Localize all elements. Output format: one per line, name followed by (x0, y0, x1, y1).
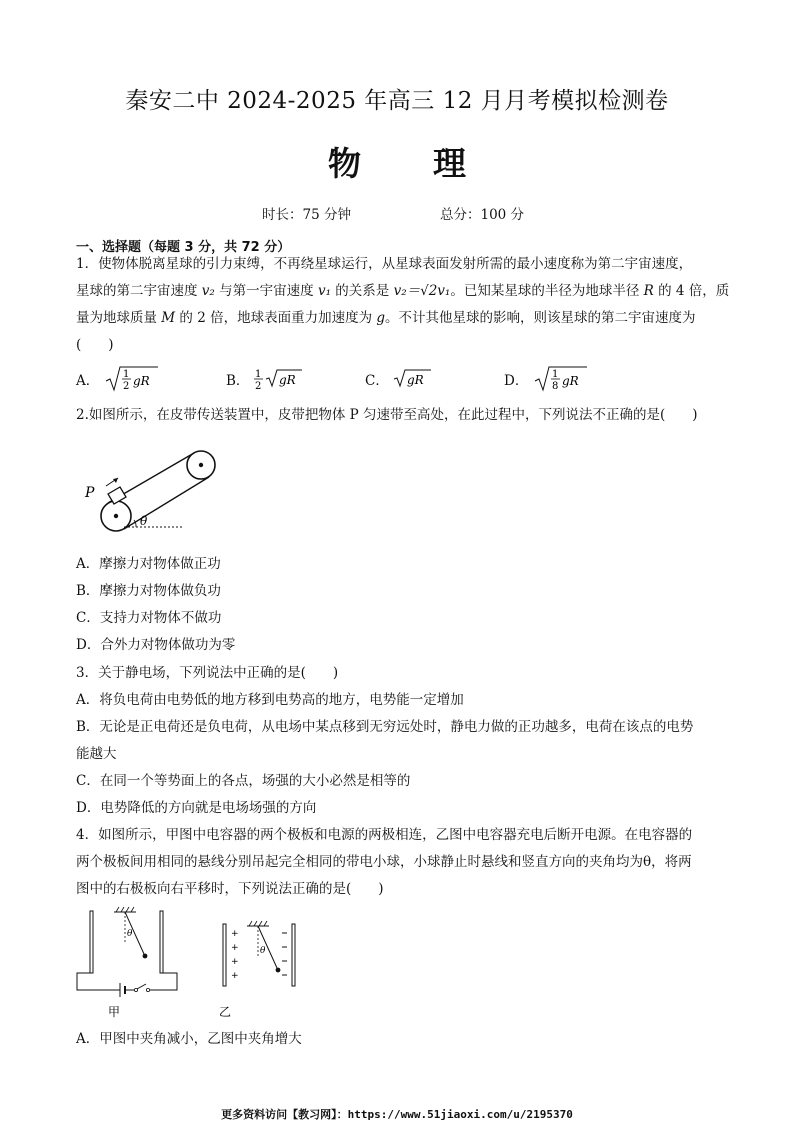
var-v2: v₂ (201, 283, 215, 299)
svg-text:gR: gR (561, 374, 579, 388)
figure-label-theta: θ (260, 946, 266, 956)
svg-text:2: 2 (122, 381, 129, 392)
q1-option-c (365, 364, 437, 394)
option-letter: C． (365, 373, 389, 389)
svg-text:+: + (231, 957, 239, 967)
capacitor-figure (76, 906, 316, 1024)
q2-option-b: B．摩擦力对物体做负功 (76, 583, 221, 599)
var-v1: v₁ (317, 283, 331, 299)
sqrt-gR-formula (393, 364, 437, 394)
svg-text:1: 1 (254, 369, 262, 380)
q1-text: 。不计其他星球的影响，则该星球的第二宇宙速度为 (385, 310, 696, 326)
q1-line-1: 1．使物体脱离星球的引力束缚，不再绕星球运行，从星球表面发射所需的最小速度称为第二宇宙速度， (76, 256, 693, 272)
q4-line-2: 两个极板间用相同的悬线分别吊起完全相同的带电小球，小球静止时悬线和竖直方向的夹角均为θ，将两 (76, 854, 692, 870)
sqrt-half-gR-formula (104, 364, 160, 394)
q1-option-d (504, 364, 589, 394)
exam-total-score: 总分：100 分 (440, 207, 525, 223)
figure-label-jia: 甲 (108, 1005, 121, 1019)
page-title: 秦安二中 2024-2025 年高三 12 月月考模拟检测卷 (125, 88, 669, 114)
q1-option-b (226, 364, 310, 394)
svg-text:1: 1 (122, 369, 129, 380)
subject-char-2: 理 (433, 144, 466, 183)
q3-stem: 3．关于静电场，下列说法中正确的是( ) (76, 665, 339, 681)
exam-duration: 时长：75 分钟 (262, 207, 351, 223)
q1-text: 。已知某星球的半径为地球半径 (450, 283, 640, 299)
svg-text:gR: gR (278, 373, 296, 387)
q2-stem: 2.如图所示，在皮带传送装置中，皮带把物体 P 匀速带至高处，在此过程中，下列说法不正确的是( ) (76, 407, 698, 423)
q3-option-b-continued: 能越大 (76, 746, 117, 762)
svg-text:+: + (231, 943, 239, 953)
sqrt-eighth-gR-formula (533, 364, 589, 394)
q1-text: 的关系是 (335, 283, 390, 299)
svg-text:1: 1 (551, 369, 558, 380)
subject-heading (0, 138, 794, 185)
footer-link[interactable]: 更多资料访问【教习网】：https://www.51jiaoxi.com/u/2195370 (221, 1108, 573, 1121)
q3-option-d: D．电势降低的方向就是电场场强的方向 (76, 800, 317, 816)
figure-label-theta: θ (140, 514, 148, 528)
figure-label-theta: θ (127, 929, 133, 939)
conveyor-belt-figure (76, 438, 226, 538)
q1-line-2 (76, 282, 729, 300)
q1-text: 量为地球质量 (76, 310, 157, 326)
q2-option-d: D．合外力对物体做功为零 (76, 637, 236, 653)
q2-option-a: A．摩擦力对物体做正功 (76, 556, 221, 572)
section-heading: 一、选择题（每题 3 分，共 72 分） (76, 240, 291, 255)
svg-text:gR: gR (132, 374, 150, 388)
svg-text:2: 2 (254, 381, 262, 392)
q1-text: 星球的第二宇宙速度 (76, 283, 198, 299)
q2-option-c: C．支持力对物体不做功 (76, 610, 222, 626)
svg-text:8: 8 (551, 381, 558, 392)
q4-line-3: 图中的右极板向右平移时，下列说法正确的是( ) (76, 881, 384, 897)
q1-option-a (76, 364, 160, 394)
q3-option-b: B．无论是正电荷还是负电荷，从电场中某点移到无穷远处时，静电力做的正功越多，电荷在该点的电势 (76, 719, 694, 735)
option-letter: B． (226, 373, 250, 389)
svg-text:+: + (231, 929, 239, 939)
subject-char-1: 物 (328, 144, 361, 183)
svg-text:gR: gR (407, 373, 424, 387)
var-M: M (161, 310, 176, 326)
svg-text:+: + (231, 971, 239, 981)
var-R: R (643, 283, 654, 299)
option-letter: A． (76, 373, 100, 389)
q1-line-4: ( ) (76, 337, 114, 353)
q1-relation-eq: v₂＝√2v₁ (393, 283, 451, 299)
q4-option-a: A．甲图中夹角减小，乙图中夹角增大 (76, 1031, 302, 1047)
figure-label-P: P (85, 485, 95, 501)
q3-option-c: C．在同一个等势面上的各点，场强的大小必然是相等的 (76, 773, 411, 789)
half-sqrt-gR-formula (254, 364, 310, 394)
q1-line-3 (76, 309, 696, 327)
q1-text: 的 4 倍，质 (658, 283, 730, 299)
figure-label-yi: 乙 (219, 1005, 232, 1019)
var-g: g (376, 310, 386, 326)
q1-text: 的 2 倍，地球表面重力加速度为 (179, 310, 373, 326)
q4-line-1: 4．如图所示，甲图中电容器的两个极板和电源的两极相连，乙图中电容器充电后断开电源。在电容器的 (76, 827, 693, 843)
q3-option-a: A．将负电荷由电势低的地方移到电势高的地方，电势能一定增加 (76, 692, 464, 708)
option-letter: D． (504, 373, 529, 389)
q1-text: 与第一宇宙速度 (219, 283, 314, 299)
